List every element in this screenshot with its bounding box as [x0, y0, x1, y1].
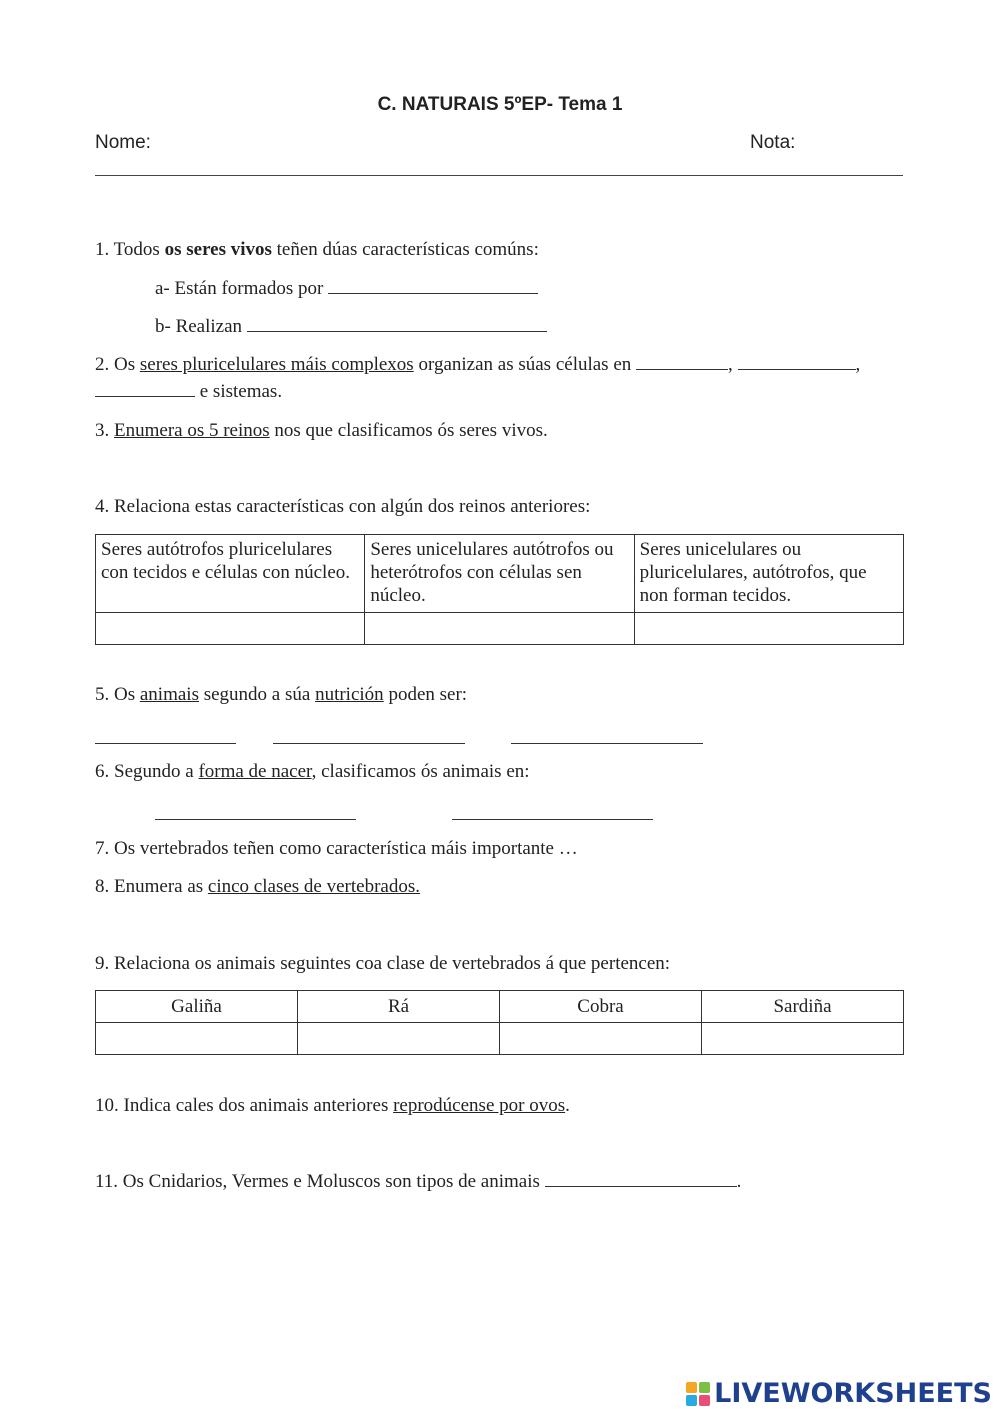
answer-blank-6a[interactable]: [155, 802, 356, 820]
logo-squares-icon: [686, 1382, 710, 1406]
animal-galina: Galiña: [96, 991, 298, 1023]
question-10: 10. Indica cales dos animais anteriores reprodúcense por ovos.: [95, 1095, 570, 1116]
animal-cobra: Cobra: [500, 991, 702, 1023]
question-3: 3. Enumera os 5 reinos nos que clasificamos ós seres vivos.: [95, 420, 548, 441]
answer-blank-6b[interactable]: [452, 802, 653, 820]
logo-text: LIVEWORKSHEETS: [714, 1378, 992, 1409]
answer-blank-11[interactable]: [545, 1169, 737, 1187]
question-2-cont: e sistemas.: [95, 379, 282, 405]
question-11: 11. Os Cnidarios, Vermes e Moluscos son tipos de animais .: [95, 1171, 742, 1192]
answer-blank-1a[interactable]: [328, 276, 538, 294]
question-1: 1. Todos os seres vivos teñen dúas características comúns:: [95, 239, 539, 260]
question-8: 8. Enumera as cinco clases de vertebrados.: [95, 876, 420, 897]
answer-blank-1b[interactable]: [247, 314, 547, 332]
kingdom-answer-3[interactable]: [634, 613, 903, 645]
answer-blank-5a[interactable]: [95, 726, 236, 744]
class-answer-3[interactable]: [500, 1023, 702, 1055]
question-4: 4. Relaciona estas características con algún dos reinos anteriores:: [95, 496, 591, 517]
question-5: 5. Os animais segundo a súa nutrición poden ser:: [95, 684, 468, 705]
answer-blank-2a[interactable]: [636, 352, 728, 370]
question-1a: a- Están formados por: [155, 276, 538, 302]
question-2: 2. Os seres pluricelulares máis complexos organizan as súas células en , ,: [95, 354, 861, 375]
answer-blank-2b[interactable]: [738, 352, 856, 370]
question-9: 9. Relaciona os animais seguintes coa clase de vertebrados á que pertencen:: [95, 953, 671, 974]
liveworksheets-logo[interactable]: [686, 1378, 992, 1409]
vertebrates-table: [95, 990, 904, 1055]
animal-sardina: Sardiña: [702, 991, 904, 1023]
q1-bold: os seres vivos: [164, 239, 272, 260]
question-7: 7. Os vertebrados teñen como característica máis importante …: [95, 838, 578, 859]
animal-ra: Rá: [298, 991, 500, 1023]
class-answer-4[interactable]: [702, 1023, 904, 1055]
class-answer-1[interactable]: [96, 1023, 298, 1055]
question-6: 6. Segundo a forma de nacer, clasificamos ós animais en:: [95, 761, 530, 782]
kingdom-answer-2[interactable]: [365, 613, 634, 645]
answer-blank-5c[interactable]: [511, 726, 703, 744]
header-divider: [95, 175, 903, 176]
worksheet-title: C. NATURAIS 5ºEP- Tema 1: [377, 94, 623, 115]
answer-blank-5b[interactable]: [273, 726, 465, 744]
kingdom-cell-3: Seres unicelulares ou pluricelulares, autótrofos, que non forman tecidos.: [634, 535, 903, 613]
class-answer-2[interactable]: [298, 1023, 500, 1055]
answer-blank-2c[interactable]: [95, 379, 195, 397]
grade-label: Nota:: [750, 132, 796, 153]
question-1b: b- Realizan: [155, 314, 547, 340]
name-label: Nome:: [95, 132, 151, 153]
kingdom-answer-1[interactable]: [96, 613, 365, 645]
kingdom-cell-2: Seres unicelulares autótrofos ou heterótrofos con células sen núcleo.: [365, 535, 634, 613]
kingdom-cell-1: Seres autótrofos pluricelulares con tecidos e células con núcleo.: [96, 535, 365, 613]
kingdoms-table: [95, 534, 904, 645]
